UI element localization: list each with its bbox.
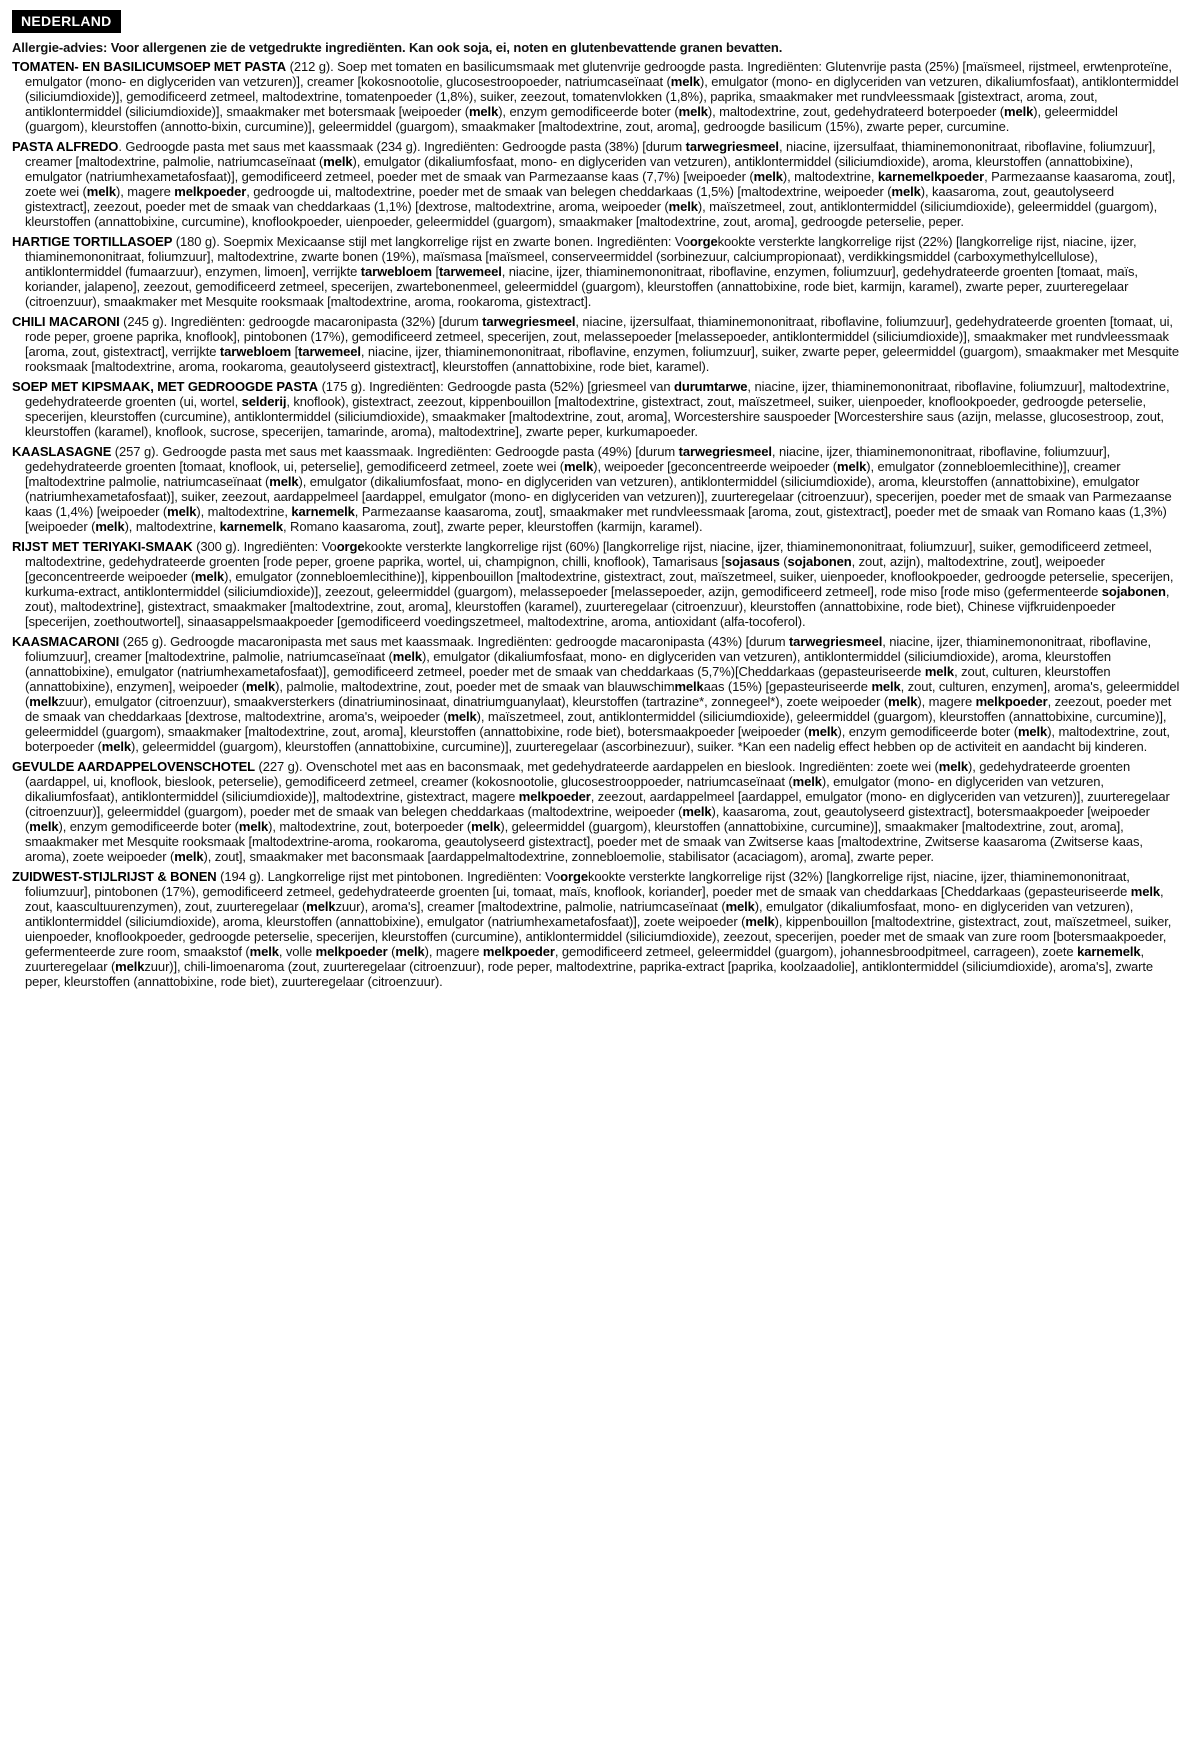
product-ingredients-text: (245 g). Ingrediënten: gedroogde macaronipasta (32%) [durum tarwegriesmeel, niacine, ijzersulfaat, thiaminemononitraat, riboflavine, foliumzuur], gedehydrateerde groenten [tomaat, ui, rode peper, groene paprika, knoflook], pintobonen (17%), gemodificeerd zetmeel, specerijen, zout, melassepoeder [melassepoeder, antiklontermiddel (siliciumdioxide)], smaakmaker met rundvleessmaak [aroma, zout, gistextract], verrijkte tarwebloem [tarwemeel, niacine, ijzer, thiaminemononitraat, riboflavine, enzymen, foliumzuur], suiker, zwarte peper, geleermiddel (guargom), smaakmaker met Mesquite rooksmaak [maltodextrine, aroma, rookaroma, geautolyseerd gistextract], kleurstoffen (annattobixine, rode biet, karamel).: [25, 314, 1179, 374]
product-ingredients-paragraph: [12, 869, 1182, 989]
product-ingredients-text: (180 g). Soepmix Mexicaanse stijl met langkorrelige rijst en zwarte bonen. Ingrediënten: Voorgekookte versterkte langkorrelige rijst (22%) [langkorrelige rijst, niacine, ijzer, thiaminemononitraat, foliumzuur], maltodextrine, zwarte bonen (19%), maïsmasa [maïsmeel, conserveermiddel (sorbinezuur, calciumpropionaat), verdikkingsmiddel (carboxymethylcellulose), antiklontermiddel (fumaarzuur), enzymen, limoen], verrijkte tarwebloem [tarwemeel, niacine, ijzer, thiaminemononitraat, riboflavine, enzymen, foliumzuur], gedehydrateerde groenten [tomaat, maïs, koriander, jalapeno], zeezout, gemodificeerd zetmeel, specerijen, zwartebonenmeel, geleermiddel (guargom), kleurstoffen (annattobixine, rode biet, karmijn, karamel), zwarte peper, zuurteregelaar (citroenzuur), smaakmaker met Mesquite rooksmaak [maltodextrine, aroma, rookaroma, gistextract].: [25, 234, 1138, 309]
product-name: TOMATEN- EN BASILICUMSOEP MET PASTA: [12, 59, 287, 74]
product-name: CHILI MACARONI: [12, 314, 120, 329]
product-ingredients-paragraph: [12, 59, 1182, 134]
country-badge: NEDERLAND: [12, 10, 121, 33]
product-ingredients-paragraph: [12, 379, 1182, 439]
product-ingredients-text: (257 g). Gedroogde pasta met saus met kaassmaak. Ingrediënten: Gedroogde pasta (49%) [durum tarwegriesmeel, niacine, ijzer, thiaminemononitraat, riboflavine, foliumzuur], gedehydrateerde groenten [tomaat, knoflook, ui, peterselie], gemodificeerd zetmeel, zoete wei (melk), weipoeder [geconcentreerde weipoeder (melk), emulgator (zonnebloemlecithine)], creamer [maltodextrine palmolie, natriumcaseïnaat (melk), emulgator (dikaliumfosfaat, mono- en diglyceriden van vetzuren), antiklontermiddel (siliciumdioxide), aroma, kleurstoffen (annattobixine), emulgator (natriumhexametafosfaat)], suiker, zeezout, aardappelmeel [aardappel, emulgator (mono- en diglyceriden van vetzuren)], zuurteregelaar (citroenzuur), specerijen, poeder met de smaak van Parmezaanse kaas (1,4%) [weipoeder (melk), maltodextrine, karnemelk, Parmezaanse kaasaroma, zout], smaakmaker met rundvleessmaak [aroma, zout, gistextract], poeder met de smaak van Romano kaas (1,3%) [weipoeder (melk), maltodextrine, karnemelk, Romano kaasaroma, zout], zwarte peper, kleurstoffen (karmijn, karamel).: [25, 444, 1172, 534]
product-ingredients-text: (265 g). Gedroogde macaronipasta met saus met kaassmaak. Ingrediënten: gedroogde macaronipasta (43%) [durum tarwegriesmeel, niacine, ijzer, thiaminemononitraat, riboflavine, foliumzuur], creamer [maltodextrine, palmolie, natriumcaseïnaat (melk), emulgator (dikaliumfosfaat, mono- en diglyceriden van vetzuren), antiklontermiddel (siliciumdioxide), aroma, kleurstoffen (annattobixine), emulgator (natriumhexametafosfaat)], gemodificeerd zetmeel, poeder met de smaak van cheddarkaas (5,7%)[Cheddarkaas (gepasteuriseerde melk, zout, culturen, kleurstoffen (annattobixine), enzymen], weipoeder (melk), palmolie, maltodextrine, zout, poeder met de smaak van blauwschimmelkaas (15%) [gepasteuriseerde melk, zout, culturen, enzymen], aroma's, geleermiddel (melkzuur), emulgator (citroenzuur), smaakversterkers (dinatriuminosinaat, dinatriumguanylaat), kleurstoffen (tartrazine*, zonnegeel*), zoete weipoeder (melk), magere melkpoeder, zeezout, poeder met de smaak van cheddarkaas [dextrose, maltodextrine, aroma's, weipoeder (melk), maïszetmeel, zout, antiklontermiddel (siliciumdioxide), geleermiddel (guargom), kleurstoffen (annattobixine, curcumine)], geleermiddel (guargom), smaakmaker [maltodextrine, zout, aroma], kleurstoffen (annattobixine, rode biet), botersmaakpoeder [weipoeder (melk), enzym gemodificeerde boter (melk), maltodextrine, zout, boterpoeder (melk), geleermiddel (guargom), kleurstoffen (annattobixine, curcumine)], zuurteregelaar (ascorbinezuur), suiker. *Kan een nadelig effect hebben op de activiteit en aandacht bij kinderen.: [25, 634, 1180, 754]
product-name: HARTIGE TORTILLASOEP: [12, 234, 173, 249]
product-list: [12, 59, 1182, 989]
product-ingredients-paragraph: [12, 759, 1182, 864]
product-name: ZUIDWEST-STIJLRIJST & BONEN: [12, 869, 217, 884]
product-ingredients-text: (300 g). Ingrediënten: Voorgekookte versterkte langkorrelige rijst (60%) [langkorrelige rijst, niacine, ijzer, thiaminemononitraat, foliumzuur], suiker, gemodificeerd zetmeel, maltodextrine, gedehydrateerde groenten [rode peper, groene paprika, wortel, ui, champignon, chilli, knoflook), Tamarisaus [sojasaus (sojabonen, zout, azijn), maltodextrine, zout], weipoeder [geconcentreerde weipoeder (melk), emulgator (zonnebloemlecithine)], kippenbouillon [maltodextrine, gistextract, zout, maïszetmeel, suiker, uienpoeder, knoflookpoeder, gedroogde peterselie, specerijen, kurkuma-extract, antiklontermiddel (siliciumdioxide)], zeezout, geleermiddel (guargom), melassepoeder [melassepoeder, azijn, gemodificeerd zetmeel], rode miso [rode miso (gefermenteerde sojabonen, zout), maltodextrine], gistextract, smaakmaker [maltodextrine, zout, aroma], kleurstoffen (karamel), zuurteregelaar (citroenzuur), kleurstoffen (annattobixine, rode biet), Chinese vijfkruidenpoeder [specerijen, zoethoutwortel], sinaasappelsmaakpoeder [gemodificeerd voedingszetmeel, maltodextrine, aroma, antioxidant (alfa-tocoferol).: [25, 539, 1174, 629]
allergy-advice: Allergie-advies: Voor allergenen zie de vetgedrukte ingrediënten. Kan ook soja, ei, noten en glutenbevattende granen bevatten.: [12, 40, 783, 55]
product-ingredients-text: (227 g). Ovenschotel met aas en baconsmaak, met gedehydrateerde aardappelen en bieslook. Ingrediënten: zoete wei (melk), gedehydrateerde groenten (aardappel, ui, knoflook, bieslook, peterselie), gemodificeerd zetmeel, creamer (kokosnootolie, glucosestrooppoeder, natriumcaseïnaat (melk), emulgator (mono- en diglyceriden van vetzuren, dikaliumfosfaat), antiklontermiddel (siliciumdioxide)], maltodextrine, gistextract, magere melkpoeder, zeezout, aardappelmeel [aardappel, emulgator (mono- en diglyceriden van vetzuren)], zuurteregelaar (citroenzuur)], geleermiddel (guargom), poeder met de smaak van belegen cheddarkaas (maltodextrine, weipoeder (melk), kaasaroma, zout, geautolyseerd gistextract], botersmaakpoeder [weipoeder (melk), enzym gemodificeerde boter (melk), maltodextrine, zout, boterpoeder (melk), geleermiddel (guargom), kleurstoffen (annattobixine, curcumine)], smaakmaker [maltodextrine, zout, aroma], smaakmaker met Mesquite rooksmaak [maltodextrine-aroma, rookaroma, geautolyseerd gistextract], poeder met de smaak van Zwitserse kaas [maltodextrine, Zwitserse kaasaroma (Zwitserse kaas, aroma), zoete weipoeder (melk), zout], smaakmaker met baconsmaak [aardappelmaltodextrine, zonnebloemolie, stabilisator (acaciagom), aroma], zwarte peper.: [25, 759, 1170, 864]
product-ingredients-text: (212 g). Soep met tomaten en basilicumsmaak met glutenvrije gedroogde pasta. Ingrediënten: Glutenvrije pasta (25%) [maïsmeel, rijstmeel, erwtenproteïne, emulgator (mono- en diglyceriden van vetzuren)], creamer [kokosnootolie, glucosestroopoeder, natriumcaseïnaat (melk), emulgator (mono- en diglyceriden van vetzuren, dikaliumfosfaat), antiklontermiddel (siliciumdioxide)], gemodificeerd zetmeel, maltodextrine, tomatenpoeder (1,8%), suiker, zeezout, tomatenvlokken (1,8%), paprika, smaakmaker met rundvleessmaak [gistextract, aroma, zout, antiklontermiddel (siliciumdioxide)], smaakmaker met botersmaak [weipoeder (melk), enzym gemodificeerde boter (melk), maltodextrine, zout, gedehydrateerd boterpoeder (melk), geleermiddel (guargom), kleurstoffen (annotto-bixin, curcumine)], geleermiddel (guargom), smaakmaker [maltodextrine, zout, aroma], gedroogde basilicum (15%), zwarte peper, curcumine.: [25, 59, 1179, 134]
product-name: GEVULDE AARDAPPELOVENSCHOTEL: [12, 759, 256, 774]
product-name: PASTA ALFREDO: [12, 139, 119, 154]
product-ingredients-paragraph: [12, 634, 1182, 754]
product-ingredients-paragraph: [12, 234, 1182, 309]
product-name: KAASMACARONI: [12, 634, 120, 649]
product-ingredients-text: (175 g). Ingrediënten: Gedroogde pasta (52%) [griesmeel van durumtarwe, niacine, ijzer, thiaminemononitraat, riboflavine, foliumzuur], maltodextrine, gedehydrateerde groenten (ui, wortel, selderij, knoflook), gistextract, zeezout, kippenbouillon [maltodextrine, gistextract, zout, maïszetmeel, suiker, uienpoeder, knoflookpoeder, gedroogde peterselie, specerijen, kleurstoffen (curcumine), antiklontermiddel (siliciumdioxide), smaakmaker [maltodextrine, zout, aroma], Worcestershire sauspoeder [Worcestershire saus (azijn, melasse, glucosestroop, zout, kleurstoffen (karamel), knoflook, sucrose, specerijen, tamarinde, aroma), maltodextrine], zwarte peper, kurkumapoeder.: [25, 379, 1170, 439]
product-ingredients-paragraph: [12, 444, 1182, 534]
product-ingredients-paragraph: [12, 139, 1182, 229]
product-name: SOEP MET KIPSMAAK, MET GEDROOGDE PASTA: [12, 379, 319, 394]
product-ingredients-paragraph: [12, 539, 1182, 629]
product-ingredients-paragraph: [12, 314, 1182, 374]
product-name: KAASLASAGNE: [12, 444, 112, 459]
product-ingredients-text: (194 g). Langkorrelige rijst met pintobonen. Ingrediënten: Voorgekookte versterkte langkorrelige rijst (32%) [langkorrelige rijst, niacine, ijzer, thiaminemononitraat, foliumzuur], pintobonen (17%), gemodificeerd zetmeel, gedehydrateerde groenten [ui, tomaat, maïs, knoflook, koriander], poeder met de smaak van cheddarkaas [Cheddarkaas (gepasteuriseerde melk, zout, kaascultuurenzymen), zout, zuurteregelaar (melkzuur), aroma's], creamer [maltodextrine, palmolie, natriumcaseïnaat (melk), emulgator (dikaliumfosfaat, mono- en diglyceriden van vetzuren), antiklontermiddel (siliciumdioxide), aroma, kleurstoffen (annattobixine), emulgator (natriumhexametafosfaat)], zoete weipoeder (melk), kippenbouillon [maltodextrine, gistextract, zout, maïszetmeel, suiker, uienpoeder, knoflookpoeder, gedroogde peterselie, specerijen, kleurstoffen (curcumine), antiklontermiddel (siliciumdioxide), zeezout, specerijen, poeder met de smaak van zure room [botersmaakpoeder, gefermenteerde zure room, smaakstof (melk, volle melkpoeder (melk), magere melkpoeder, gemodificeerd zetmeel, geleermiddel (guargom), johannesbroodpitmeel, carrageen), zoete karnemelk, zuurteregelaar (melkzuur)], chili-limoenaroma (zout, zuurteregelaar (citroenzuur), rode peper, maltodextrine, paprika-extract [paprika, koolzaadolie], antiklontermiddel (siliciumdioxide), aroma's], zwarte peper, kleurstoffen (annattobixine, rode biet), zuurteregelaar (citroenzuur).: [25, 869, 1172, 989]
product-ingredients-text: . Gedroogde pasta met saus met kaassmaak (234 g). Ingrediënten: Gedroogde pasta (38%) [durum tarwegriesmeel, niacine, ijzersulfaat, thiaminemononitraat, riboflavine, foliumzuur], creamer [maltodextrine, palmolie, natriumcaseïnaat (melk), emulgator (dikaliumfosfaat, mono- en diglyceriden van vetzuren), antiklontermiddel (siliciumdioxide), aroma, kleurstoffen (annattobixine), emulgator (natriumhexametafosfaat)], gemodificeerd zetmeel, poeder met de smaak van Parmezaanse kaas (7,7%) [weipoeder (melk), maltodextrine, karnemelkpoeder, Parmezaanse kaasaroma, zout], zoete wei (melk), magere melkpoeder, gedroogde ui, maltodextrine, poeder met de smaak van belegen cheddarkaas (1,5%) [maltodextrine, weipoeder (melk), kaasaroma, zout, geautolyseerd gistextract], zeezout, poeder met de smaak van cheddarkaas (1,1%) [dextrose, maltodextrine, aroma, weipoeder (melk), maïszetmeel, zout, antiklontermiddel (siliciumdioxide), geleermiddel (guargom), kleurstoffen (annattobixine, curcumine), knoflookpoeder, uienpoeder, geleermiddel (guargom), smaakmaker [maltodextrine, zout, aroma], gedroogde peterselie, peper.: [25, 139, 1176, 229]
product-name: RIJST MET TERIYAKI-SMAAK: [12, 539, 193, 554]
